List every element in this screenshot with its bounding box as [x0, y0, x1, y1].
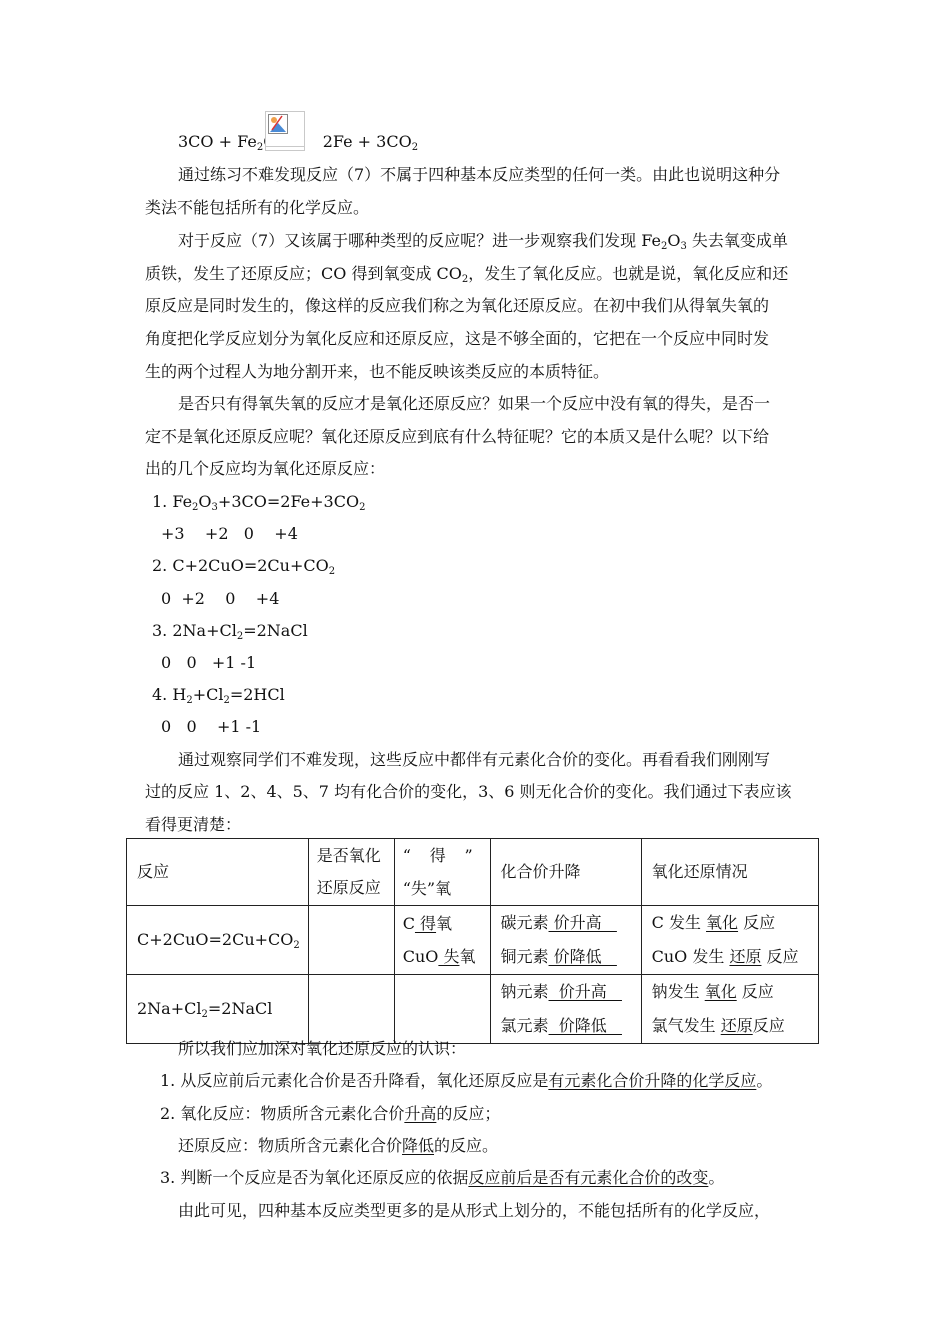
paragraph-1-line-1: 通过练习不难发现反应（7）不属于四种基本反应类型的任何一类。由此也说明这种分: [178, 165, 781, 184]
paragraph-1-line-2: 类法不能包括所有的化学反应。: [145, 198, 370, 217]
list-item-2: 2. 氧化反应：物质所含元素化合价升高的反应；: [160, 1104, 501, 1123]
header-redox-situation: 氧化还原情况: [641, 839, 818, 906]
row2-oxygen: [394, 975, 490, 1044]
paragraph-2-line-3: 原反应是同时发生的，像这样的反应我们称之为氧化还原反应。在初中我们从得氧失氧的: [145, 296, 770, 315]
image-baseline: [265, 146, 305, 147]
paragraph-2-line-1: 对于反应（7）又该属于哪种类型的反应呢？进一步观察我们发现 $Fe_2O_3$ 失去氧变成单: [178, 231, 788, 252]
reaction-2-valences: 0 +2 0 +4: [161, 589, 280, 608]
row1-redox: C 发生 氧化 反应 CuO 发生 还原 反应: [641, 906, 818, 975]
row1-oxygen: C 得氧 CuO 失氧: [394, 906, 490, 975]
list-item-2-continued: 还原反应：物质所含元素化合价降低的反应。: [178, 1136, 499, 1155]
row2-is-redox: [308, 975, 394, 1044]
row2-valence: 钠元素 价升高 氯元素 价降低: [490, 975, 641, 1044]
redox-table: [126, 838, 819, 1044]
row1-reaction: $C+2CuO=2Cu+CO_2$: [127, 906, 309, 975]
row1-valence: 碳元素 价升高 铜元素 价降低: [490, 906, 641, 975]
header-valence-change: 化合价升降: [490, 839, 641, 906]
table-row: [127, 975, 819, 1044]
reaction-1-valences: +3 +2 0 +4: [161, 524, 298, 543]
paragraph-3-line-3: 出的几个反应均为氧化还原反应：: [145, 459, 386, 478]
list-item-1: 1. 从反应前后元素化合价是否升降看，氧化还原反应是有元素化合价升降的化学反应。: [160, 1071, 773, 1090]
broken-image-icon: [265, 111, 305, 151]
reaction-3-valences: 0 0 +1 -1: [161, 653, 257, 672]
paragraph-4-line-3: 看得更清楚：: [145, 815, 242, 834]
reaction-4: 4. $H_2+Cl_2=2HCl$: [152, 685, 285, 706]
header-oxygen-gain-loss: “ 得 ” “失”氧: [394, 839, 490, 906]
paragraph-4-line-2: 过的反应 1、2、4、5、7 均有化合价的变化，3、6 则无化合价的变化。我们通过下表应该: [145, 782, 792, 801]
row1-is-redox: [308, 906, 394, 975]
paragraph-2-line-4: 角度把化学反应划分为氧化反应和还原反应，这是不够全面的，它把在一个反应中同时发: [145, 329, 770, 348]
reaction-3: 3. $2Na+Cl_2=2NaCl$: [152, 621, 308, 642]
reaction-1: 1. $Fe_2O_3+3CO=2Fe+3CO_2$: [152, 492, 366, 513]
paragraph-2-line-2: 质铁，发生了还原反应；CO 得到氧变成 $CO_2$，发生了氧化反应。也就是说，氧化反应和还: [145, 264, 789, 285]
table-row: [127, 906, 819, 975]
paragraph-3-line-2: 定不是氧化还原反应呢？氧化还原反应到底有什么特征呢？它的本质又是什么呢？以下给: [145, 427, 770, 446]
table-header-row: [127, 839, 819, 906]
paragraph-4-line-1: 通过观察同学们不难发现，这些反应中都伴有元素化合价的变化。再看看我们刚刚写: [178, 750, 771, 769]
header-reaction: 反应: [127, 839, 309, 906]
reaction-2: 2. $C+2CuO=2Cu+CO_2$: [152, 556, 336, 577]
paragraph-2-line-5: 生的两个过程人为地分割开来，也不能反映该类反应的本质特征。: [145, 362, 610, 381]
reaction-4-valences: 0 0 +1 -1: [161, 717, 262, 736]
paragraph-3-line-1: 是否只有得氧失氧的反应才是氧化还原反应？如果一个反应中没有氧的得失，是否一: [178, 394, 771, 413]
header-is-redox: 是否氧化 还原反应: [308, 839, 394, 906]
paragraph-5: 所以我们应加深对氧化还原反应的认识：: [178, 1039, 467, 1058]
row2-redox: 钠发生 氧化 反应 氯气发生 还原反应: [641, 975, 818, 1044]
equation-top: $3CO + Fe_2$ $2Fe + 3CO_2$: [178, 132, 419, 153]
row2-reaction: $2Na+Cl_2=2NaCl$: [127, 975, 309, 1044]
list-item-3: 3. 判断一个反应是否为氧化还原反应的依据反应前后是否有元素化合价的改变。: [160, 1168, 725, 1187]
paragraph-6: 由此可见，四种基本反应类型更多的是从形式上划分的，不能包括所有的化学反应，: [178, 1201, 771, 1220]
